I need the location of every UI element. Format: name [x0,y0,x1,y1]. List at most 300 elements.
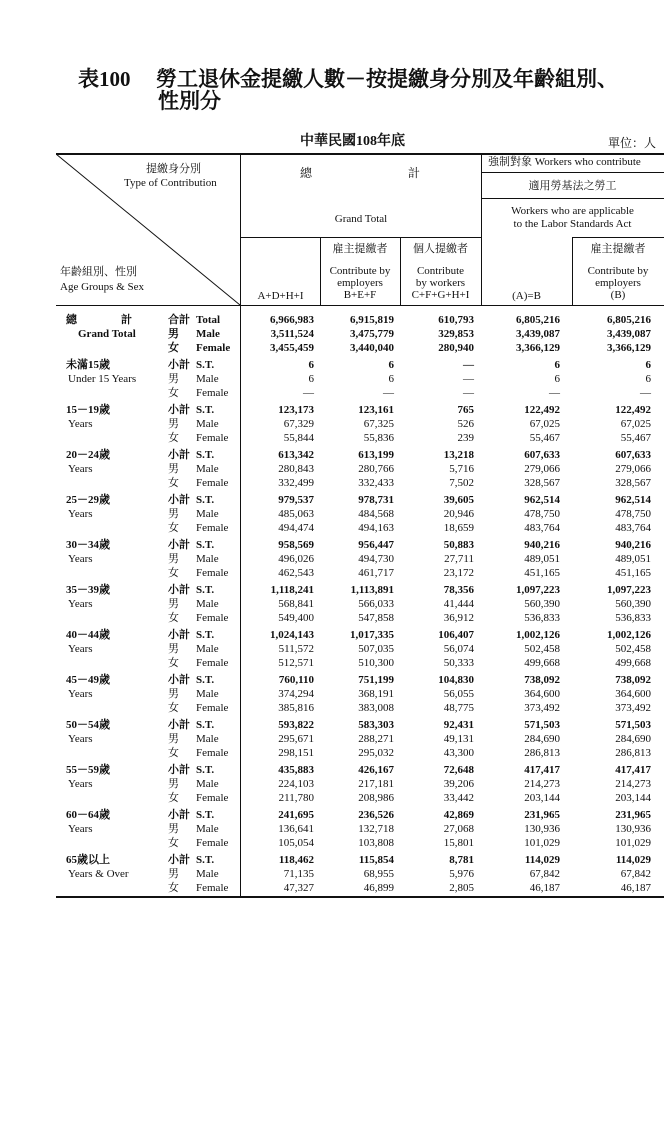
table-cell: 115,854 [358,854,394,866]
table-cell: 236,526 [358,809,394,821]
age-group-zh: 65歲以上 [66,854,110,866]
table-cell: 510,300 [358,657,394,669]
table-cell: 451,165 [615,567,651,579]
table-cell: 101,029 [524,837,560,849]
formula-total: A+D+H+I [257,290,304,302]
table-row [56,642,664,656]
table-cell: 3,475,779 [350,328,394,340]
table-row [56,341,664,355]
sex-en: Female [196,792,229,804]
table-cell: 67,329 [283,418,314,430]
table-cell: 373,492 [524,702,560,714]
age-group-en: Years [68,823,93,835]
table-row [56,417,664,431]
table-row [56,403,664,417]
table-cell: 6,805,216 [516,314,560,326]
table-cell: 484,568 [358,508,394,520]
sex-zh: 小計 [168,719,190,731]
table-cell: 67,325 [363,418,394,430]
table-cell: 23,172 [443,567,474,579]
table-cell: 48,775 [443,702,474,714]
table-cell: 507,035 [358,643,394,655]
age-group-zh: 15－19歲 [66,404,110,416]
formula-b: (B) [610,289,626,301]
table-cell: 478,750 [615,508,651,520]
table-cell: 280,843 [278,463,314,475]
table-cell: 78,356 [443,584,474,596]
table-cell: 417,417 [615,764,651,776]
table-cell: 940,216 [524,539,560,551]
table-cell: 6,966,983 [270,314,314,326]
table-cell: 512,571 [278,657,314,669]
table-cell: — [383,387,394,399]
sex-zh: 男 [168,463,179,475]
page-title [78,68,618,112]
table-cell: 3,366,129 [607,342,651,354]
table-cell: 483,764 [615,522,651,534]
table-cell: 27,711 [444,553,474,565]
title-line1: 勞工退休金提繳人數－按提繳身分別及年齡組別、 [156,67,618,91]
sex-en: Female [196,837,229,849]
table-cell: 6,915,819 [350,314,394,326]
table-cell: 494,474 [278,522,314,534]
table-cell: 136,641 [278,823,314,835]
table-cell: 536,833 [524,612,560,624]
sex-en: Female [196,567,229,579]
table-cell: 760,110 [278,674,314,686]
table-cell: 485,063 [278,508,314,520]
table-cell: 462,543 [278,567,314,579]
table-cell: 332,433 [358,477,394,489]
table-cell: 1,097,223 [607,584,651,596]
table-cell: 67,842 [529,868,560,880]
sex-zh: 女 [168,702,179,714]
lsa-zh: 適用勞基法之勞工 [528,180,617,192]
table-cell: 3,439,087 [516,328,560,340]
table-cell: 284,690 [524,733,560,745]
employer-en2: employers [337,277,383,289]
table-cell: 571,503 [524,719,560,731]
table-row [56,701,664,715]
table-cell: 6 [554,359,560,371]
sex-en: Male [196,778,219,790]
table-row [56,867,664,881]
table-cell: 1,097,223 [516,584,560,596]
table-cell: 50,333 [443,657,474,669]
table-cell: 279,066 [524,463,560,475]
table-cell: 489,051 [524,553,560,565]
table-cell: 203,144 [524,792,560,804]
table-cell: 208,986 [358,792,394,804]
sex-en: S.T. [196,764,215,776]
formula-employer: B+E+F [343,289,377,301]
sex-en: Female [196,747,229,759]
table-cell: 593,822 [278,719,314,731]
table-cell: 607,633 [524,449,560,461]
table-cell: 3,455,459 [270,342,314,354]
table-cell: 613,342 [278,449,314,461]
sex-zh: 男 [168,688,179,700]
compulsory-label: 強制對象 Workers who contribute [488,156,641,168]
sex-zh: 男 [168,553,179,565]
table-cell: 1,002,126 [516,629,560,641]
table-row [56,566,664,580]
table-row [56,476,664,490]
sex-zh: 女 [168,612,179,624]
table-cell: 2,805 [449,882,474,894]
sex-en: Female [196,342,231,354]
table-cell: 122,492 [615,404,651,416]
table-cell: 502,458 [615,643,651,655]
table-cell: — [640,387,651,399]
table-cell: 332,499 [278,477,314,489]
table-cell: 489,051 [615,553,651,565]
employer2-zh: 雇主提繳者 [590,243,646,255]
sex-en: Female [196,612,229,624]
age-groups-en: Age Groups & Sex [60,281,145,293]
table-row [56,313,664,327]
table-cell: 68,955 [363,868,394,880]
table-row [56,822,664,836]
table-cell: 217,181 [358,778,394,790]
sex-zh: 女 [168,342,179,354]
table-row [56,732,664,746]
worker-zh: 個人提繳者 [413,243,468,255]
subheader-rule [240,237,481,238]
table-cell: 67,842 [620,868,651,880]
table-cell: 451,165 [524,567,560,579]
table-row [56,448,664,462]
table-cell: 33,442 [443,792,474,804]
sex-en: Male [196,598,219,610]
sex-zh: 男 [168,328,179,340]
employer-en1: Contribute by [329,265,391,277]
age-group-zh: 25－29歲 [66,494,110,506]
sex-zh: 男 [168,508,179,520]
table-cell: 298,151 [278,747,314,759]
table-cell: 231,965 [615,809,651,821]
table-cell: 130,936 [524,823,560,835]
age-group-en: Years [68,508,93,520]
table-cell: 417,417 [524,764,560,776]
table-cell: 288,271 [358,733,394,745]
table-cell: 43,300 [443,747,474,759]
table-number: 表100 [78,67,131,91]
table-cell: 279,066 [615,463,651,475]
table-row [56,746,664,760]
sex-en: S.T. [196,629,215,641]
sex-zh: 小計 [168,404,190,416]
table-cell: 6,805,216 [607,314,651,326]
age-groups-zh: 年齡組別、性別 [60,266,137,278]
table-cell: 962,514 [524,494,560,506]
table-cell: 280,940 [438,342,474,354]
table-cell: 41,444 [443,598,474,610]
sex-en: S.T. [196,809,215,821]
table-cell: 295,032 [358,747,394,759]
table-cell: 106,407 [438,629,474,641]
sex-zh: 男 [168,868,179,880]
table-cell: 5,716 [449,463,474,475]
table-cell: 3,440,040 [350,342,394,354]
table-cell: 329,853 [438,328,474,340]
sex-zh: 女 [168,387,179,399]
sex-zh: 小計 [168,494,190,506]
worker-en1: Contribute [416,265,465,277]
table-cell: 607,633 [615,449,651,461]
table-cell: — [463,387,474,399]
age-group-zh: 60－64歲 [66,809,110,821]
total-zh-a: 總 [300,166,313,180]
sex-zh: 男 [168,598,179,610]
table-cell: 55,467 [620,432,651,444]
sex-zh: 女 [168,477,179,489]
table-cell: 15,801 [443,837,474,849]
table-cell: 114,029 [524,854,560,866]
table-cell: 8,781 [449,854,474,866]
table-cell: 67,025 [529,418,560,430]
lsa-en2: to the Labor Standards Act [513,218,632,230]
table-cell: 36,912 [443,612,474,624]
table-row [56,358,664,372]
table-cell: 13,218 [443,449,474,461]
table-cell: 118,462 [278,854,314,866]
table-cell: 1,002,126 [607,629,651,641]
lsa-en1: Workers who are applicable [511,205,634,217]
sex-en: Total [196,314,221,326]
table-row [56,538,664,552]
age-group-en: Years [68,733,93,745]
table-cell: 1,118,241 [270,584,314,596]
table-cell: 483,764 [524,522,560,534]
table-cell: 383,008 [358,702,394,714]
table-cell: 1,017,335 [350,629,394,641]
table-cell: 7,502 [449,477,474,489]
sex-en: Male [196,373,219,385]
worker-en2: by workers [415,277,466,289]
table-cell: 502,458 [524,643,560,655]
table-cell: 39,605 [443,494,474,506]
sex-zh: 女 [168,882,179,894]
table-cell: 3,439,087 [607,328,651,340]
table-row [56,656,664,670]
sex-en: Male [196,463,219,475]
table-cell: — [549,387,560,399]
sex-zh: 小計 [168,809,190,821]
table-cell: 1,113,891 [350,584,394,596]
table-cell: 613,199 [358,449,394,461]
table-cell: 46,187 [620,882,651,894]
table-cell: 50,883 [443,539,474,551]
contrib-type-en: Type of Contribution [124,177,217,189]
table-cell: 364,600 [524,688,560,700]
table-cell: 738,092 [615,674,651,686]
age-group-en: Years [68,778,93,790]
age-group-zh: 30－34歲 [66,539,110,551]
table-cell: 39,206 [443,778,474,790]
table-cell: 511,572 [278,643,314,655]
table-cell: 610,793 [438,314,474,326]
table-cell: 571,503 [615,719,651,731]
sex-zh: 女 [168,747,179,759]
table-cell: 55,467 [529,432,560,444]
table-cell: 374,294 [278,688,314,700]
sex-en: Male [196,643,219,655]
table-cell: 536,833 [615,612,651,624]
sex-en: Male [196,688,219,700]
table-cell: 549,400 [278,612,314,624]
table-cell: 583,303 [358,719,394,731]
table-cell: 211,780 [278,792,314,804]
age-group-en: Years [68,418,93,430]
age-group-zh: 50－54歲 [66,719,110,731]
sex-en: S.T. [196,854,215,866]
table-cell: 1,024,143 [270,629,314,641]
table-row [56,552,664,566]
table-row [56,777,664,791]
table-row [56,836,664,850]
table-row [56,431,664,445]
table-cell: 3,511,524 [270,328,314,340]
table-cell: 132,718 [358,823,394,835]
table-cell: 499,668 [524,657,560,669]
table-row [56,718,664,732]
table-cell: 6 [388,359,394,371]
sex-zh: 男 [168,418,179,430]
sex-en: S.T. [196,449,215,461]
sex-zh: 小計 [168,584,190,596]
table-cell: 566,033 [358,598,394,610]
formula-a: (A)=B [512,290,541,302]
sex-en: Female [196,477,229,489]
table-cell: 214,273 [524,778,560,790]
sex-en: Female [196,522,229,534]
table-cell: 72,648 [443,764,474,776]
sex-en: Female [196,387,229,399]
table-row [56,493,664,507]
sex-zh: 小計 [168,539,190,551]
sex-zh: 男 [168,823,179,835]
table-cell: 6 [645,359,651,371]
sex-zh: 男 [168,643,179,655]
sex-en: S.T. [196,494,215,506]
unit-label: 單位：人 [608,136,657,150]
table-cell: 286,813 [524,747,560,759]
table-cell: 940,216 [615,539,651,551]
sex-en: Female [196,657,229,669]
sex-en: Female [196,702,229,714]
age-group-en: Years [68,553,93,565]
sex-zh: 男 [168,373,179,385]
table-cell: 71,135 [283,868,314,880]
table-cell: — [303,387,314,399]
sex-zh: 小計 [168,674,190,686]
age-group-en: Grand Total [78,328,136,340]
table-row [56,628,664,642]
table-cell: 239 [457,432,474,444]
table-row [56,881,664,895]
table-cell: 494,163 [358,522,394,534]
table-cell: 224,103 [278,778,314,790]
table-cell: 55,836 [363,432,394,444]
table-cell: 6 [308,359,314,371]
table-cell: 42,869 [443,809,474,821]
age-group-en: Years [68,688,93,700]
table-cell: 286,813 [615,747,651,759]
sex-en: S.T. [196,719,215,731]
table-cell: 435,883 [278,764,314,776]
table-cell: 295,671 [278,733,314,745]
sex-en: S.T. [196,404,215,416]
table-cell: 5,976 [449,868,474,880]
table-cell: 203,144 [615,792,651,804]
table-row [56,372,664,386]
table-cell: 461,717 [358,567,394,579]
sex-en: Female [196,432,229,444]
employer2-en1: Contribute by [587,265,649,277]
age-group-en: Years & Over [68,868,129,880]
table-cell: 123,161 [358,404,394,416]
sex-en: S.T. [196,359,215,371]
table-cell: 364,600 [615,688,651,700]
subheader-rule [572,237,664,238]
table-cell: 241,695 [278,809,314,821]
table-row [56,687,664,701]
table-bottom-rule [56,896,664,898]
age-group-zh: 55－59歲 [66,764,110,776]
table-cell: — [463,359,474,371]
table-cell: 27,068 [443,823,474,835]
table-cell: 49,131 [443,733,474,745]
table-row [56,583,664,597]
table-cell: 56,074 [443,643,474,655]
table-cell: 130,936 [615,823,651,835]
table-cell: 67,025 [620,418,651,430]
sex-en: Male [196,823,219,835]
table-row [56,597,664,611]
table-row [56,386,664,400]
table-cell: 385,816 [278,702,314,714]
table-row [56,462,664,476]
table-row [56,611,664,625]
age-group-en: Under 15 Years [68,373,137,385]
table-cell: 6 [388,373,394,385]
sex-en: Male [196,418,219,430]
table-cell: 765 [457,404,474,416]
table-cell: 104,830 [438,674,474,686]
table-cell: 962,514 [615,494,651,506]
table-row [56,808,664,822]
table-cell: 478,750 [524,508,560,520]
sex-zh: 小計 [168,629,190,641]
table-cell: 46,899 [363,882,394,894]
sex-en: Male [196,733,219,745]
table-cell: 56,055 [443,688,474,700]
sex-zh: 小計 [168,854,190,866]
sex-en: S.T. [196,539,215,551]
table-cell: 20,946 [443,508,474,520]
table-cell: 55,844 [283,432,314,444]
table-cell: 426,167 [358,764,394,776]
table-cell: 214,273 [615,778,651,790]
age-group-zh: 45－49歲 [66,674,110,686]
table-cell: 103,808 [358,837,394,849]
sex-zh: 男 [168,733,179,745]
table-cell: 6 [308,373,314,385]
age-group-zh: 未滿15歲 [66,359,110,371]
age-group-en: Years [68,643,93,655]
age-group-en: Years [68,463,93,475]
